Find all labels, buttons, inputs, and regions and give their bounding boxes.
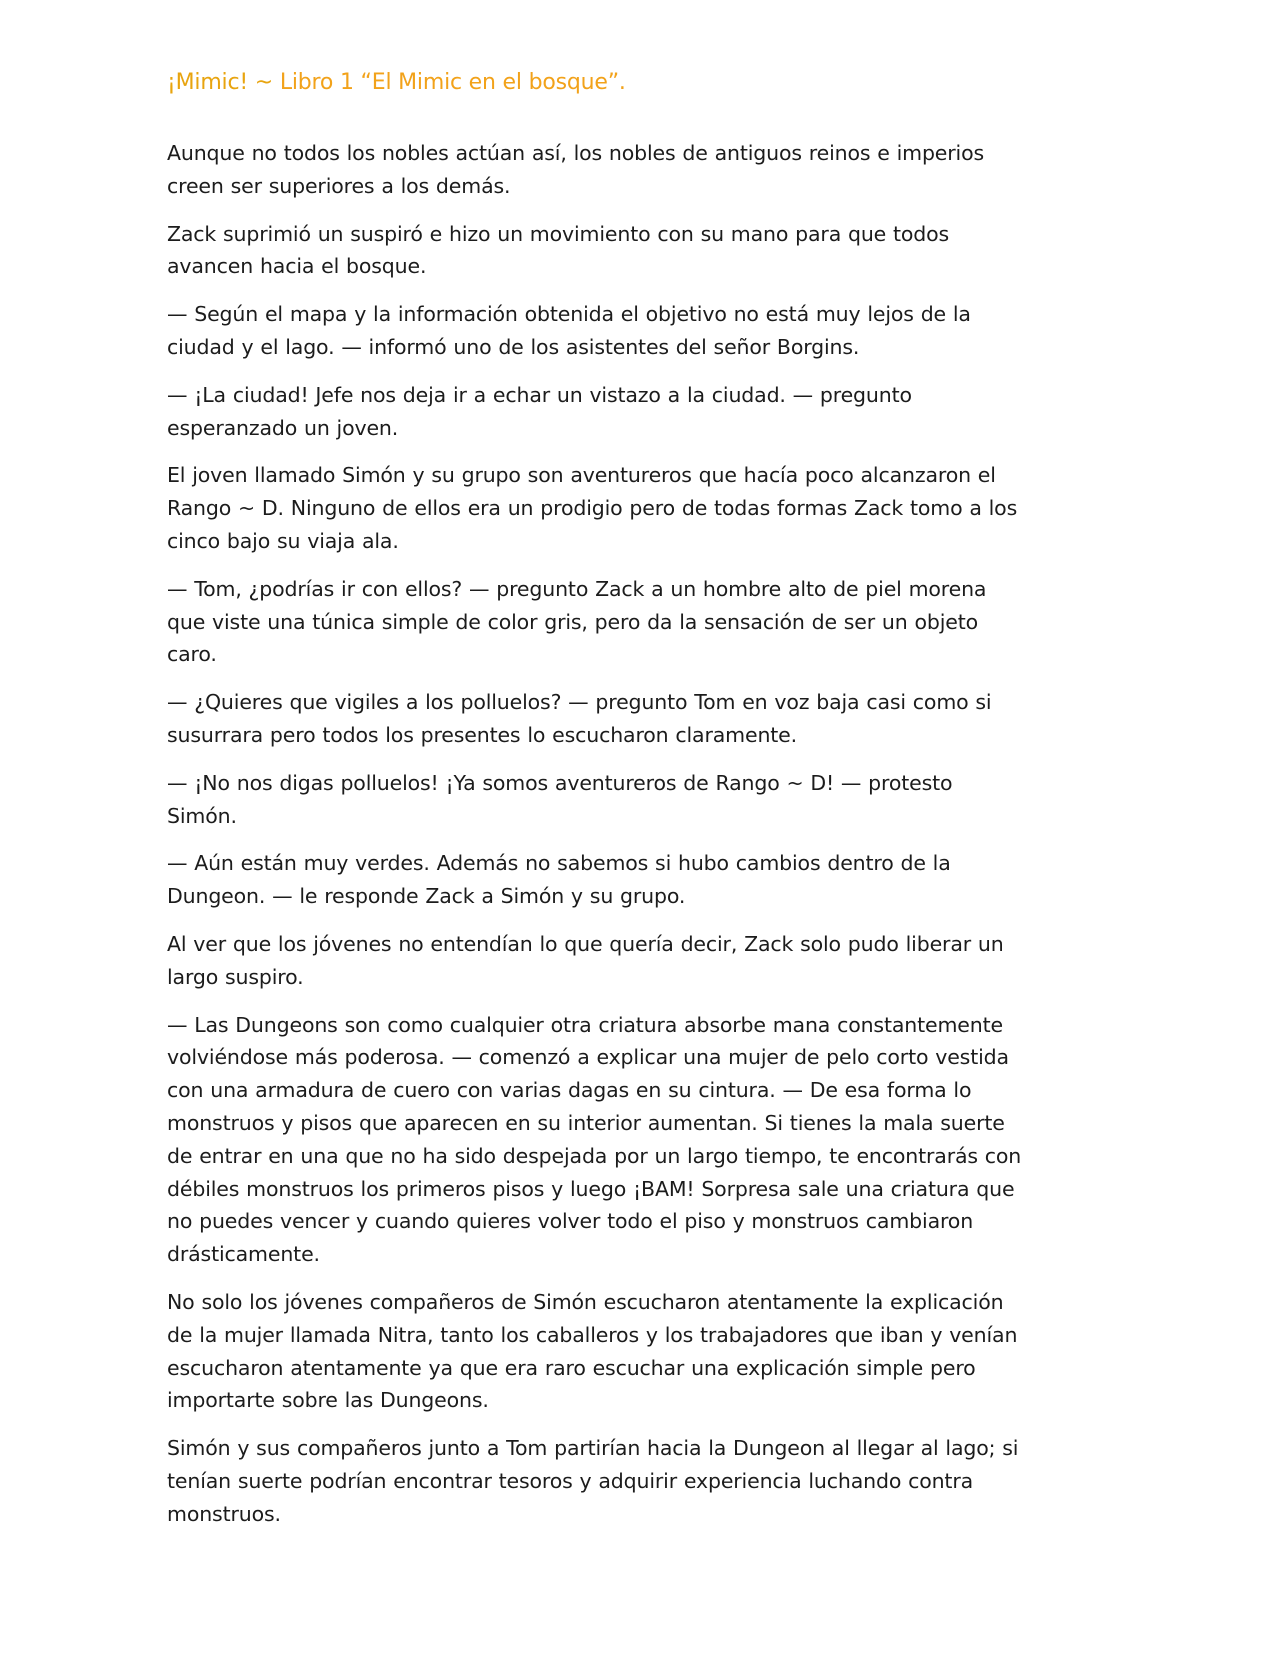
paragraph: Simón y sus compañeros junto a Tom partirían hacia la Dungeon al llegar al lago; si tenían suerte podrían encontrar tesoros y adquirir experiencia luchando contra monstruos.: [167, 1436, 1019, 1526]
paragraph: Zack suprimió un suspiró e hizo un movimiento con su mano para que todos avancen hacia el bosque.: [167, 221, 950, 279]
running-header: [167, 70, 626, 95]
paragraph: — Según el mapa y la información obtenida el objetivo no está muy lejos de la ciudad y el lago. — informó uno de los asistentes del señor Borgins.: [167, 302, 971, 359]
header-series-title: ¡Mimic!: [167, 70, 248, 95]
paragraph: No solo los jóvenes compañeros de Simón escucharon atentamente la explicación de la mujer llamada Nitra, tanto los caballeros y los trabajadores que iban y venían escucharon atentamente ya que era raro escuchar una explicación simple pero importarte sobre las Dungeons.: [167, 1289, 1018, 1413]
paragraph: Al ver que los jóvenes no entendían lo que quería decir, Zack solo pudo liberar un largo suspiro.: [167, 931, 1004, 989]
paragraph: — ¿Quieres que vigiles a los polluelos? — pregunto Tom en voz baja casi como si susurrara pero todos los presentes lo escucharon claramente.: [167, 690, 992, 747]
paragraph: — ¡La ciudad! Jefe nos deja ir a echar un vistazo a la ciudad. — pregunto esperanzado un joven.: [167, 382, 912, 440]
header-separator: ~: [254, 70, 274, 95]
header-book-title: Libro 1 “El Mimic en el bosque”.: [279, 70, 626, 95]
paragraph: — Aún están muy verdes. Además no sabemos si hubo cambios dentro de la Dungeon. — le responde Zack a Simón y su grupo.: [167, 851, 951, 909]
paragraph: — ¡No nos digas polluelos! ¡Ya somos aventureros de Rango ~ D! — protesto Simón.: [167, 770, 953, 828]
body-text: [167, 137, 1027, 1545]
paragraph: Aunque no todos los nobles actúan así, los nobles de antiguos reinos e imperios creen ser superiores a los demás.: [167, 141, 985, 198]
paragraph: — Las Dungeons son como cualquier otra criatura absorbe mana constantemente volviéndose más poderosa. — comenzó a explicar una mujer de pelo corto vestida con una armadura de cuero con varias dagas en su cintura. — De esa forma lo monstruos y pisos que aparecen en su interior aumentan. Si tienes la mala suerte de entrar en una que no ha sido despejada por un largo tiempo, te encontrarás con débiles monstruos los primeros pisos y luego ¡BAM! Sorpresa sale una criatura que no puedes vencer y cuando quieres volver todo el piso y monstruos cambiaron drásticamente.: [167, 1012, 1022, 1267]
paragraph: El joven llamado Simón y su grupo son aventureros que hacía poco alcanzaron el Rango ~ D. Ninguno de ellos era un prodigio pero de todas formas Zack tomo a los cinco bajo su viaja ala.: [167, 463, 1018, 553]
paragraph: — Tom, ¿podrías ir con ellos? — pregunto Zack a un hombre alto de piel morena que viste una túnica simple de color gris, pero da la sensación de ser un objeto caro.: [167, 576, 987, 667]
